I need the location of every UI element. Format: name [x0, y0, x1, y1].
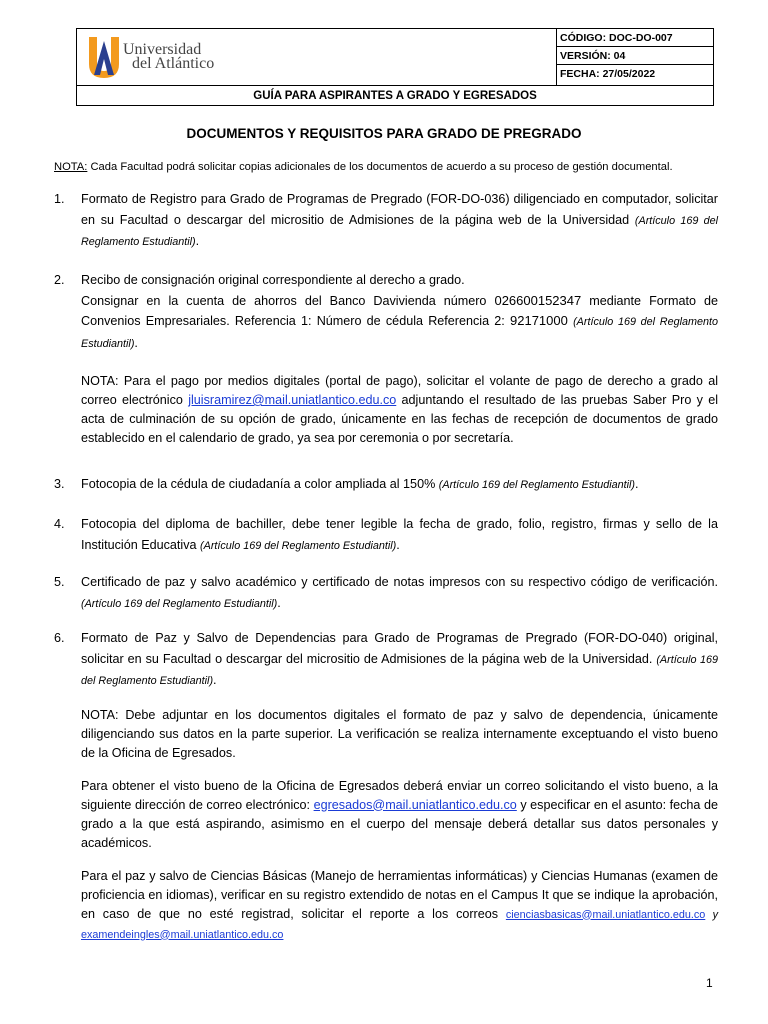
list-item-number: 3. [54, 477, 65, 491]
account-number: 026600152347 [494, 292, 582, 308]
english-exam-email-link[interactable]: examendeingles@mail.uniatlantico.edu.co [81, 928, 284, 941]
list-item-number: 4. [54, 517, 65, 531]
document-meta [556, 29, 713, 85]
citation: (Artículo 169 del Reglamento Estudiantil) [81, 214, 718, 248]
citation: (Artículo 169 del Reglamento Estudiantil) [81, 653, 718, 687]
graduates-email-link[interactable]: egresados@mail.uniatlantico.edu.co [313, 797, 517, 812]
list-item-text: Fotocopia de la cédula de ciudadanía a color ampliada al 150% (Artículo 169 del Reglamento Estudiantil). [81, 477, 639, 491]
payment-note: NOTA: Para el pago por medios digitales (portal de pago), solicitar el volante de pago de derecho a grado al correo electrónico jluisramirez@mail.uniatlantico.edu.co adjuntando el resultado de las pruebas Saber Pro y el acta de culminación de su opción de grado, únicamente en las fechas de recepción de documentos de grado establecido en el calendario de grado, ya sea por ceremonia o por secretaría. [81, 374, 718, 445]
basic-sciences-note: Para el paz y salvo de Ciencias Básicas (Manejo de herramientas informáticas) y Ciencias Humanas (examen de proficiencia en idiomas), verificar en su registro extendido de notas en el Campus It que se indique la aprobación, en caso de que no esté registrad, solicitar el reporte a los correos cienciasbasicas@mail.uniatlantico.edu.co y examendeingles@mail.uniatlantico.edu.co [81, 868, 718, 941]
version-field: VERSIÓN: 04 [556, 47, 713, 65]
list-item-text: Formato de Registro para Grado de Programas de Pregrado (FOR-DO-036) diligenciado en computador, solicitar en su Facultad o descargar del micrositio de Admisiones de la página web de la Universidad (Artículo 169 del Reglamento Estudiantil). [81, 192, 718, 248]
page-number: 1 [706, 976, 713, 990]
university-name-line1: Universidad [123, 41, 202, 58]
list-item-text: Recibo de consignación original correspondiente al derecho a grado. Consignar en la cuenta de ahorros del Banco Davivienda número 026600152347 mediante Formato de Convenios Empresariales. Referencia 1: Número de cédula Referencia 2: 92171000 (Artículo 169 del Reglamento Estudiantil). [81, 273, 719, 350]
list-item-text: Fotocopia del diploma de bachiller, debe tener legible la fecha de grado, folio, registro, firmas y sello de la Institución Educativa (Artículo 169 del Reglamento Estudiantil). [81, 517, 718, 552]
reference-2: 92171000 [510, 313, 568, 328]
list-item-number: 2. [54, 273, 65, 287]
basic-sciences-email-link[interactable]: cienciasbasicas@mail.uniatlantico.edu.co [505, 908, 706, 921]
university-logo-icon [86, 33, 122, 79]
codigo-field: CÓDIGO: DOC-DO-007 [556, 29, 713, 47]
list-item-4 [54, 514, 718, 556]
list-item-3 [54, 474, 718, 496]
list-item-number: 6. [54, 631, 65, 645]
list-item-5 [54, 572, 718, 614]
general-note-label: NOTA: [54, 161, 88, 173]
guide-title: GUÍA PARA ASPIRANTES A GRADO Y EGRESADOS [77, 85, 713, 106]
general-note [54, 161, 718, 173]
citation: (Artículo 169 del Reglamento Estudiantil) [81, 316, 718, 350]
payment-email-link[interactable]: jluisramirez@mail.uniatlantico.edu.co [188, 393, 397, 407]
citation: (Artículo 169 del Reglamento Estudiantil) [438, 479, 636, 491]
header-table [76, 28, 714, 106]
fecha-field: FECHA: 27/05/2022 [560, 68, 656, 80]
university-logo [86, 33, 286, 79]
logo-cell [77, 29, 557, 85]
graduates-office-note: Para obtener el visto bueno de la Oficina de Egresados deberá enviar un correo solicitando el visto bueno, a la siguiente dirección de correo electrónico: egresados@mail.uniatlantico.edu.co y especificar en el asunto: fecha de grado a la que está aspirando, asimismo en el cuerpo del mensaje deberá detallar sus datos personales y académicos. [81, 778, 718, 850]
list-item-text: Formato de Paz y Salvo de Dependencias para Grado de Programas de Pregrado (FOR-DO-040) original, solicitar en su Facultad o descargar del micrositio de Admisiones de la página web de la Universidad. (Artículo 169 del Reglamento Estudiantil). [81, 631, 718, 687]
list-item-6 [54, 628, 718, 945]
citation: (Artículo 169 del Reglamento Estudiantil) [81, 597, 278, 610]
dependencies-note: NOTA: Debe adjuntar en los documentos digitales el formato de paz y salvo de dependencia, únicamente diligenciando sus datos en la parte superior. La verificación se realiza internamente exceptuando el visto bueno de la Oficina de Egresados. [81, 707, 718, 760]
list-item-text: Certificado de paz y salvo académico y certificado de notas impresos con su respectivo código de verificación. (Artículo 169 del Reglamento Estudiantil). [81, 575, 718, 610]
page-title: DOCUMENTOS Y REQUISITOS PARA GRADO DE PREGRADO [186, 126, 582, 141]
university-name [123, 43, 214, 71]
university-name-line2: del Atlántico [132, 55, 215, 72]
general-note-text: Cada Facultad podrá solicitar copias adicionales de los documentos de acuerdo a su proceso de gestión documental. [87, 161, 673, 173]
list-item-number: 5. [54, 575, 65, 589]
list-item-2 [54, 270, 718, 448]
citation: (Artículo 169 del Reglamento Estudiantil) [200, 539, 397, 552]
list-item-1 [54, 189, 718, 253]
list-item-number: 1. [54, 192, 65, 206]
